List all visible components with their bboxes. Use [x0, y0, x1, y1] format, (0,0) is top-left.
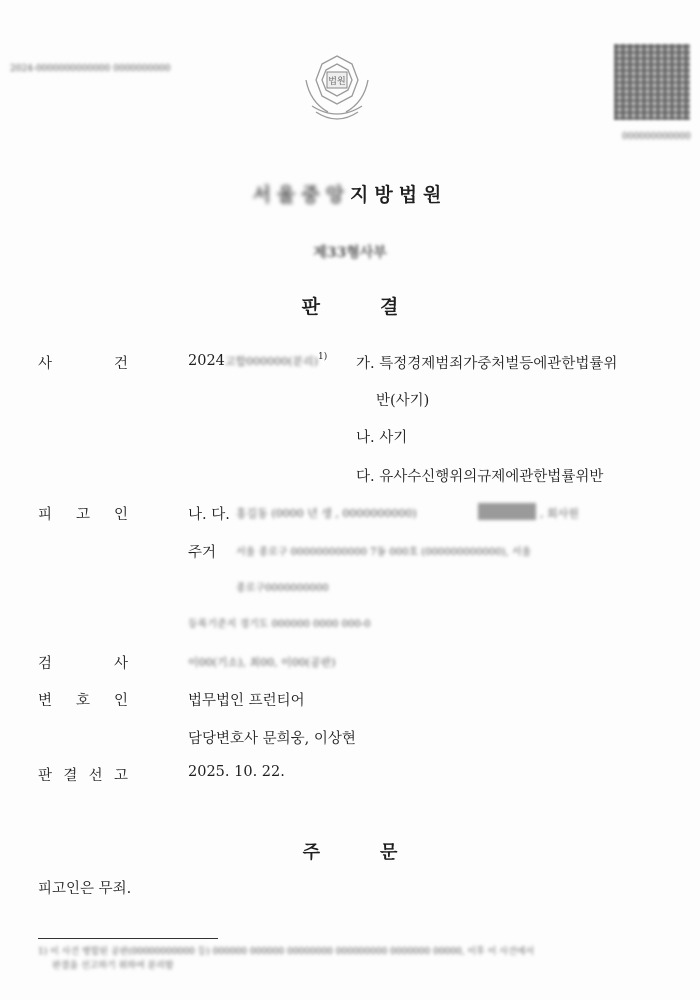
document-code: 2024-0000000000000 0000000000	[10, 64, 171, 74]
case-number-masked: 고합000000(분리)	[224, 354, 318, 368]
defendant-name-masked: 홍길동 (0000 년 생 , 0000000000)	[236, 507, 417, 520]
defendant-prefix: 나. 다.	[188, 507, 230, 523]
prosecutor-masked: 이00(기소), 최00, 이00(공판)	[188, 656, 336, 669]
charge-b: 나. 사기	[356, 430, 408, 446]
footnote-line-2: 판결을 선고하기 위하여 분리함	[52, 961, 174, 971]
court-name-masked: 서울중앙	[252, 184, 350, 206]
main-order-title: 주문	[302, 842, 458, 863]
defendant-occupation-masked: , 회사원	[540, 507, 579, 520]
redaction-block	[478, 503, 536, 520]
court-emblem-icon	[300, 50, 374, 130]
case-label: 사 건	[38, 356, 128, 372]
verdict-date: 2025. 10. 22.	[188, 764, 285, 780]
address-masked-2: 종로구0000000000	[236, 583, 329, 594]
document-title: 판결	[301, 296, 459, 318]
court-name-visible: 지방법원	[350, 184, 448, 206]
footnote-line-1: 1) 이 사건 병합된 공판(00000000000 등) 000000 000000 00000000 000000000 0000000 00000, 이후 이 사건에서	[38, 947, 535, 957]
charge-c: 다. 유사수신행위의규제에관한법률위반	[356, 469, 604, 485]
defendant-label: 피 고 인	[38, 507, 128, 523]
qr-caption: 000000000000	[622, 132, 691, 142]
attorney-label: 변 호 인	[38, 693, 128, 709]
case-number	[188, 352, 327, 369]
main-order-text: 피고인은 무죄.	[38, 881, 132, 897]
footnote-ref: 1)	[317, 352, 328, 362]
address-masked-1: 서울 종로구 000000000000 7동 000호 (000000000000), 서울	[236, 547, 532, 558]
court-name	[0, 180, 700, 207]
charge-a-cont: 반(사기)	[376, 393, 430, 409]
registered-address-masked: 등록기준지 경기도 000000 0000 000-0	[188, 619, 371, 630]
emblem-text: 법원	[328, 77, 346, 87]
court-division: 제33형사부	[313, 245, 387, 261]
attorney-detail: 담당변호사 문희웅, 이상현	[188, 731, 356, 747]
case-number-year: 2024	[188, 352, 225, 369]
verdict-label: 판 결 선 고	[38, 768, 128, 784]
prosecutor-label: 검 사	[38, 656, 128, 672]
qr-code-icon	[614, 44, 690, 120]
charge-a: 가. 특정경제범죄가중처벌등에관한법률위	[356, 356, 618, 372]
footnote-divider	[38, 938, 218, 939]
attorney-firm: 법무법인 프런티어	[188, 693, 305, 709]
address-label: 주거	[188, 545, 217, 561]
